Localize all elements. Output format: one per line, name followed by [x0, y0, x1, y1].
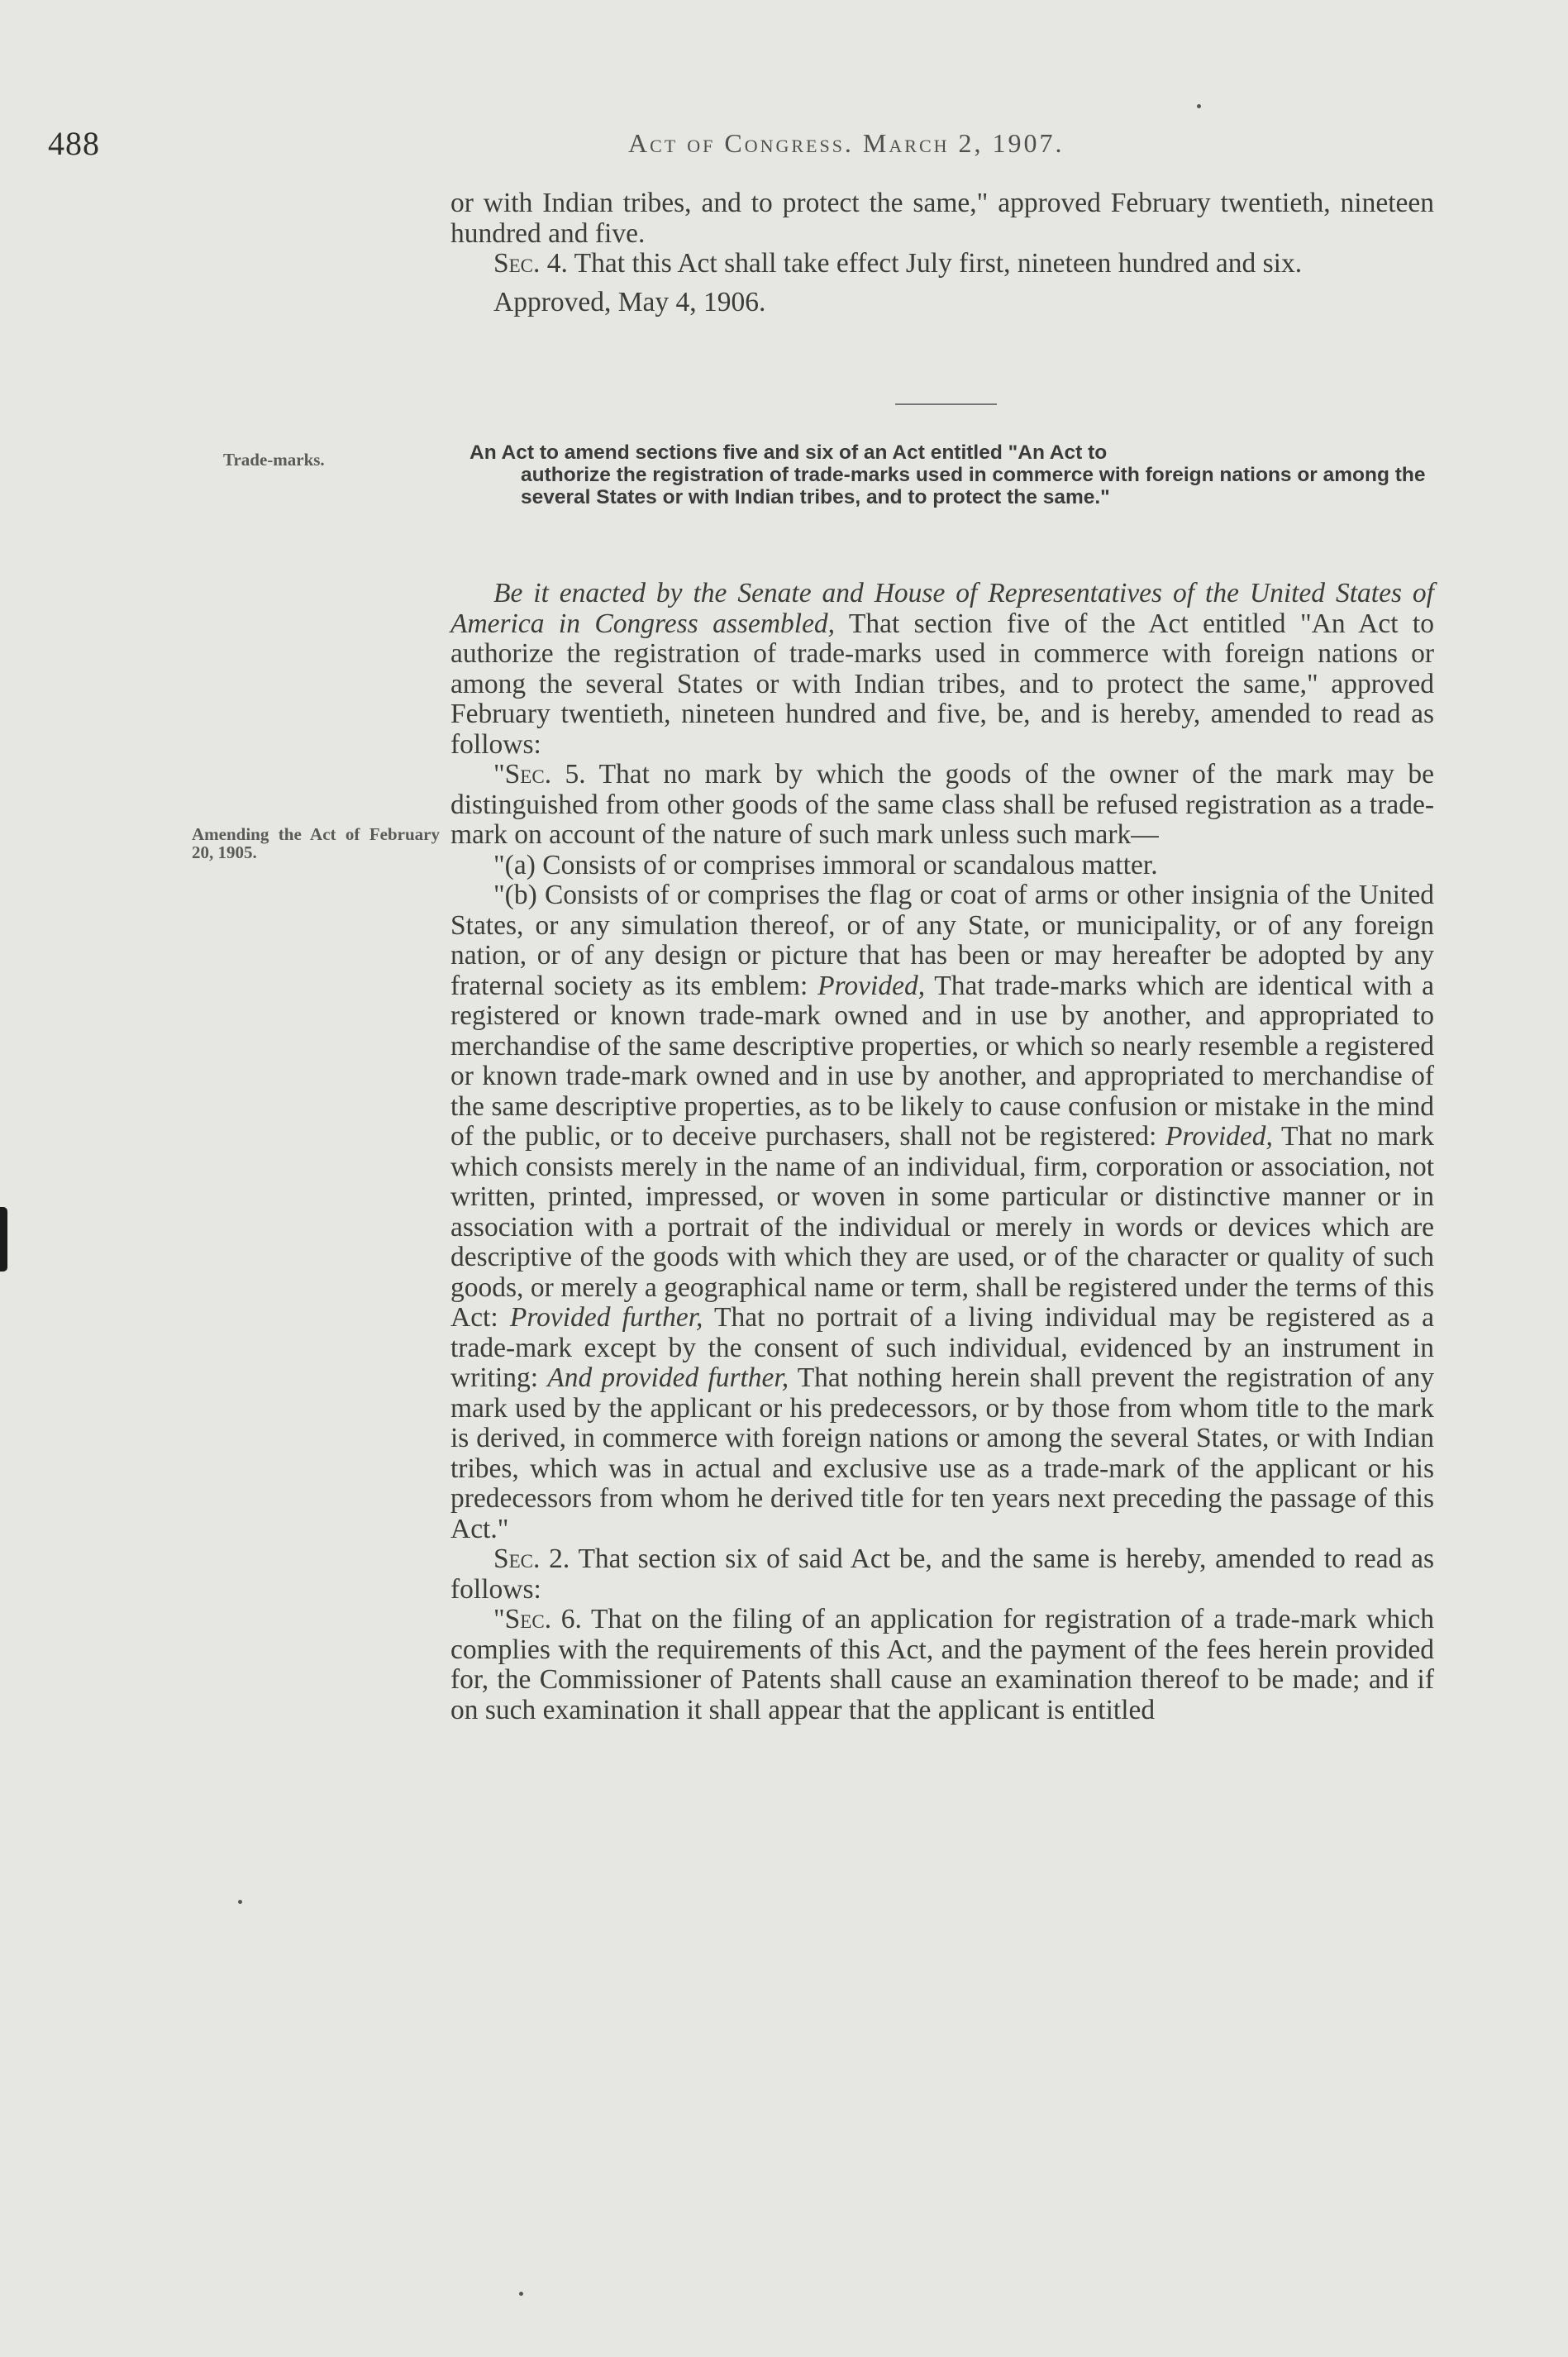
section-text: That no mark by which the goods of the owner of the mark may be distinguished from other goods of the same class shall be refused registration as a trade-mark on account of the nature of such mark unless such mark—	[450, 759, 1434, 850]
act-title	[469, 441, 1438, 508]
section-5	[450, 760, 1434, 851]
act-title-rest: authorize the registration of trade-marks used in commerce with foreign nations or among the several States or with Indian tribes, and to protect the same."	[521, 464, 1426, 508]
clause-text: Consists of or comprises immoral or scandalous matter.	[535, 849, 1158, 880]
speck	[519, 2292, 523, 2296]
act-title-first-line: An Act to amend sections five and six of an Act entitled "An Act to	[469, 441, 1108, 464]
approval-line: Approved, May 4, 1906.	[493, 286, 766, 317]
section-divider	[895, 403, 997, 405]
page-edge-mark	[0, 1207, 7, 1272]
main-text	[450, 579, 1434, 1725]
clause-text: That nothing herein shall prevent the registration of any mark used by the applicant or his predecessors, or by those from whom title to the mark is derived, in commerce with foreign nations or among the several States, or with Indian tribes, which was in actual and exclusive use as a trade-mark of the applicant or his predecessors from whom he derived title for ten years next preceding the passage of this Act."	[450, 1362, 1434, 1544]
clause-text: That no portrait of a living individual may be registered as a trade-mark except by the consent of such individual, evidenced by an instrument in writing:	[450, 1302, 1434, 1393]
section-label: "Sec. 6.	[493, 1604, 582, 1634]
proviso: Provided,	[1165, 1121, 1273, 1152]
section-label: "Sec. 5.	[493, 759, 586, 790]
section-4	[450, 249, 1434, 279]
section-text: That section six of said Act be, and the same is hereby, amended to read as follows:	[450, 1544, 1434, 1605]
section-text: That this Act shall take effect July first, nineteen hundred and six.	[567, 248, 1303, 279]
clause-text: That trade-marks which are identical with a registered or known trade-mark owned and in use by another, and appropriated to merchandise of the same descriptive properties, or which so nearly resemble a registered or known trade-mark owned and in use by another, and appropriated to merchandise of the same descriptive properties, as to be likely to cause confusion or mistake in the mind of the public, or to deceive purchasers, shall not be registered:	[450, 970, 1434, 1152]
speck	[1197, 104, 1201, 108]
paragraph-continued: or with Indian tribes, and to protect the same," approved February twentieth, nineteen hundred and five.	[450, 188, 1434, 249]
margin-note-trade-marks: Trade-marks.	[223, 450, 325, 470]
margin-note-amending: Amending the Act of February 20, 1905.	[192, 824, 440, 862]
section-6	[450, 1605, 1434, 1725]
clause-text: That no mark which consists merely in the name of an individual, firm, corporation or association, not written, printed, impressed, or woven in some particular or distinctive manner or in association with a portrait of the individual or merely in words or devices which are descriptive of the goods with which they are used, or of the character or quality of such goods, or merely a geographical name or term, shall be registered under the terms of this Act:	[450, 1121, 1434, 1333]
section-label: Sec. 4.	[493, 248, 568, 279]
proviso: And provided further,	[547, 1362, 789, 1393]
clause-label: "(b)	[493, 880, 537, 910]
speck	[238, 1900, 242, 1904]
section-2	[450, 1544, 1434, 1605]
running-head: Act of Congress. March 2, 1907.	[628, 128, 1065, 158]
proviso: Provided further,	[509, 1302, 703, 1333]
clause-text: Consists of or comprises the flag or coat of arms or other insignia of the United States, or any simulation thereof, or of any State, or municipality, or of any foreign nation, or of any design or picture that has been or may hereafter be adopted by any fraternal society as its emblem:	[450, 880, 1434, 1001]
enacting-text: That section five of the Act entitled "An Act to authorize the registration of trade-marks used in commerce with foreign nations or among the several States or with Indian tribes, and to protect the same," approved February twentieth, nineteen hundred and five, be, and is hereby, amended to read as follows:	[450, 608, 1434, 760]
enacting-formula: Be it enacted by the Senate and House of Representatives of the United States of America in Congress assembled,	[450, 578, 1434, 639]
proviso: Provided,	[817, 970, 926, 1001]
page-number: 488	[48, 125, 100, 162]
clause-b	[450, 880, 1434, 1544]
clause-a	[450, 851, 1434, 881]
enacting-clause	[450, 579, 1434, 760]
top-text	[450, 188, 1434, 317]
section-label: Sec. 2.	[493, 1544, 570, 1574]
section-text: That on the filing of an application for registration of a trade-mark which complies with the requirements of this Act, and the payment of the fees herein provided for, the Commissioner of Patents shall cause an examination thereof to be made; and if on such examination it shall appear that the applicant is entitled	[450, 1604, 1434, 1725]
clause-label: "(a)	[493, 849, 536, 880]
